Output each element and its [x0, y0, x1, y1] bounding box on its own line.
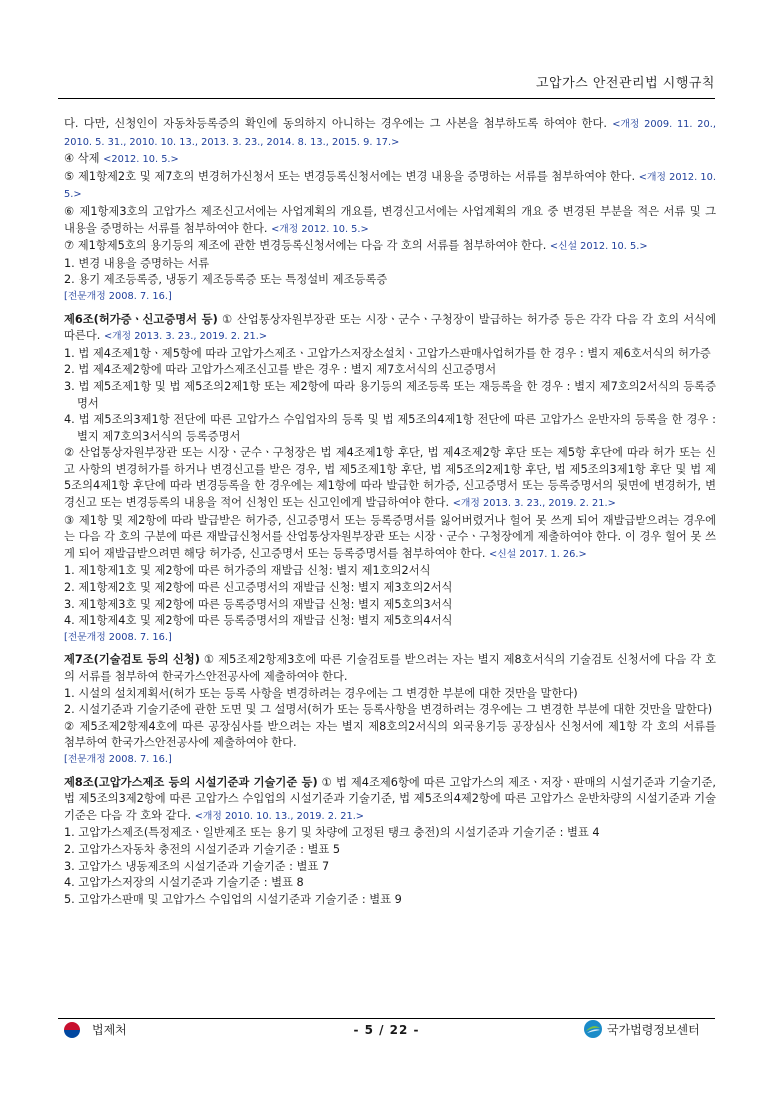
- lawinfo-center-name: 국가법령정보센터: [607, 1022, 700, 1037]
- list-item: 1. 제1항제1호 및 제2항에 따른 허가증의 재발급 신청: 별지 제1호의2서식: [64, 564, 431, 578]
- list-item: 2. 제1항제2호 및 제2항에 따른 신고증명서의 재발급 신청: 별지 제3호의2서식: [64, 581, 453, 595]
- list-item: 1. 변경 내용을 증명하는 서류: [64, 256, 210, 270]
- revision-note: [전문개정 2008. 7. 16.]: [64, 753, 172, 765]
- article-heading: 제8조(고압가스제조 등의 시설기준과 기술기준 등): [64, 775, 318, 789]
- header-divider: [58, 98, 715, 99]
- list-item: 3. 고압가스 냉동제조의 시설기준과 기술기준 : 별표 7: [64, 859, 330, 873]
- list-item: 1. 고압가스제조(특정제조ㆍ일반제조 또는 용기 및 차량에 고정된 탱크 충전)의 시설기준과 기술기준 : 별표 4: [64, 826, 600, 840]
- amendment-note: <개정 2013. 3. 23., 2019. 2. 21.>: [452, 498, 616, 510]
- footer-right: [583, 1019, 700, 1039]
- amendment-note: <개정 2012. 10. 5.>: [271, 223, 369, 235]
- list-item: 3. 제1항제3호 및 제2항에 따른 등록증명서의 재발급 신청: 별지 제5호의3서식: [64, 597, 453, 611]
- list-item: 4. 제1항제4호 및 제2항에 따른 등록증명서의 재발급 신청: 별지 제5호의4서식: [64, 614, 453, 628]
- paragraph: ④ 삭제 <2012. 10. 5.>: [64, 152, 179, 166]
- amendment-note: <개정 2009. 11. 20., 2010. 5. 31., 2010. 10. 13., 2013. 3. 23., 2014. 8. 13., 2015. 9. 17.>: [64, 119, 716, 148]
- amendment-note: <개정 2013. 3. 23., 2019. 2. 21.>: [103, 331, 268, 343]
- amendment-note: <2012. 10. 5.>: [103, 154, 179, 166]
- list-item: 1. 시설의 설치계획서(허가 또는 등록 사항을 변경하려는 경우에는 그 변경한 부분에 대한 것만을 말한다): [64, 686, 578, 700]
- amendment-note: <신설 2012. 10. 5.>: [549, 241, 648, 253]
- list-item: 4. 법 제5조의3제1항 전단에 따른 고압가스 수입업자의 등록 및 법 제5조의4제1항 전단에 따른 고압가스 운반자의 등록을 한 경우 : 별지 제7호의3서식의 등록증명서: [64, 413, 716, 443]
- article-7: 제7조(기술검토 등의 신청) ① 제5조제2항제3호에 따른 기술검토를 받으려는 자는 별지 제8호서식의 기술검토 신청서에 다음 각 호의 서류를 첨부하여 한국가스안전공사에 제출하여야 한다.: [64, 653, 716, 683]
- list-item: 2. 시설기준과 기술기준에 관한 도면 및 그 설명서(허가 또는 등록사항을 변경하려는 경우에는 그 변경한 부분에 대한 것만을 말한다): [64, 703, 713, 717]
- amendment-note: <개정 2012. 10. 5.>: [64, 171, 717, 201]
- article-heading: 제7조(기술검토 등의 신청): [64, 653, 200, 667]
- revision-note: [전문개정 2008. 7. 16.]: [64, 631, 172, 643]
- paragraph: ② 산업통상자원부장관 또는 시장ㆍ군수ㆍ구청장은 법 제4조제1항 후단, 법 제4조제2항 후단 또는 제5항 후단에 따라 허가 또는 신고 사항의 변경허가를 하거나 변경신고를 받은 경우, 법 제5조제1항 후단, 법 제5조의2제1항 후단, 법 제5조의3제1항 후단 및 법 제5조의4제1항 후단에 따라 변경등록을 한 경우에는 제1항에 따라 발급한 허가증, 신고증명서 또는 등록증명서의 뒷면에 변경허가, 변경신고 또는 변경등록의 내용을 적어 신청인 또는 신고인에게 발급하여야 한다. <개정 2013. 3. 23., 2019. 2. 21.>: [64, 446, 716, 510]
- document-body: [64, 116, 716, 908]
- article-heading: 제6조(허가증ㆍ신고증명서 등): [64, 312, 218, 326]
- article-8: 제8조(고압가스제조 등의 시설기준과 기술기준 등) ① 법 제4조제6항에 따른 고압가스의 제조ㆍ저장ㆍ판매의 시설기준과 기술기준, 법 제5조의3제2항에 따른 고압가스 수입업의 시설기준과 기술기준, 법 제5조의4제2항에 따른 고압가스 운반차량의 시설기준과 기술기준은 다음 각 호와 같다. <개정 2010. 10. 13., 2019. 2. 21.>: [64, 775, 716, 822]
- revision-note: [전문개정 2008. 7. 16.]: [64, 290, 172, 302]
- document-title: 고압가스 안전관리법 시행규칙: [535, 76, 715, 91]
- list-item: 2. 고압가스자동차 충전의 시설기준과 기술기준 : 별표 5: [64, 842, 341, 856]
- paragraph: ⑥ 제1항제3호의 고압가스 제조신고서에는 사업계획의 개요를, 변경신고서에는 사업계획의 개요 중 변경된 부분을 적은 서류 및 그 내용을 증명하는 서류를 첨부하여야 한다. <개정 2012. 10. 5.>: [64, 204, 716, 235]
- paragraph: ② 제5조제2항제4호에 따른 공장심사를 받으려는 자는 별지 제8호의2서식의 외국용기등 공장심사 신청서에 제1항 각 호의 서류를 첨부하여 한국가스안전공사에 제출하여야 한다.: [64, 719, 716, 750]
- list-item: 4. 고압가스저장의 시설기준과 기술기준 : 별표 8: [64, 876, 304, 890]
- list-item: 3. 법 제5조제1항 및 법 제5조의2제1항 또는 제2항에 따라 용기등의 제조등록 또는 재등록을 한 경우 : 별지 제7호의2서식의 등록증명서: [64, 379, 716, 410]
- list-item: 2. 법 제4조제2항에 따라 고압가스제조신고를 받은 경우 : 별지 제7호서식의 신고증명서: [64, 363, 497, 377]
- list-item: 5. 고압가스판매 및 고압가스 수입업의 시설기준과 기술기준 : 별표 9: [64, 892, 402, 906]
- paragraph: ⑤ 제1항제2호 및 제7호의 변경허가신청서 또는 변경등록신청서에는 변경 내용을 증명하는 서류를 첨부하여야 한다. <개정 2012. 10. 5.>: [64, 169, 717, 201]
- paragraph: ③ 제1항 및 제2항에 따라 발급받은 허가증, 신고증명서 또는 등록증명서를 잃어버렸거나 헐어 못 쓰게 되어 재발급받으려는 경우에는 다음 각 호의 구분에 따른 재발급신청서를 산업통상자원부장관 또는 시장ㆍ군수ㆍ구청장에게 제출하여야 한다. 이 경우 헐어 못 쓰게 되어 재발급받으려면 해당 허가증, 신고증명서 또는 등록증명서를 첨부하여야 한다. <신설 2017. 1. 26.>: [64, 513, 716, 560]
- paragraph: ⑦ 제1항제5호의 용기등의 제조에 관한 변경등록신청서에는 다음 각 호의 서류를 첨부하여야 한다. <신설 2012. 10. 5.>: [64, 239, 648, 253]
- page-number: - 5 / 22 -: [353, 1023, 420, 1037]
- amendment-note: <개정 2010. 10. 13., 2019. 2. 21.>: [194, 810, 365, 822]
- paragraph: 다. 다만, 신청인이 자동차등록증의 확인에 동의하지 아니하는 경우에는 그 사본을 첨부하도록 하여야 한다. <개정 2009. 11. 20., 2010. 5. 31., 2010. 10. 13., 2013. 3. 23., 2014. 8. 13., 2015. 9. 17.>: [64, 117, 716, 148]
- amendment-note: <신설 2017. 1. 26.>: [489, 548, 587, 560]
- article-6: 제6조(허가증ㆍ신고증명서 등) ① 산업통상자원부장관 또는 시장ㆍ군수ㆍ구청장이 발급하는 허가증 등은 각각 다음 각 호의 서식에 따른다. <개정 2013. 3. 23., 2019. 2. 21.>: [64, 312, 716, 343]
- list-item: 1. 법 제4조제1항ㆍ제5항에 따라 고압가스제조ㆍ고압가스저장소설치ㆍ고압가스판매사업허가를 한 경우 : 별지 제6호서식의 허가증: [64, 346, 711, 360]
- list-item: 2. 용기 제조등록증, 냉동기 제조등록증 또는 특정설비 제조등록증: [64, 273, 388, 287]
- ministry-name: 법제처: [92, 1023, 127, 1037]
- lawinfo-logo-icon: [583, 1019, 603, 1039]
